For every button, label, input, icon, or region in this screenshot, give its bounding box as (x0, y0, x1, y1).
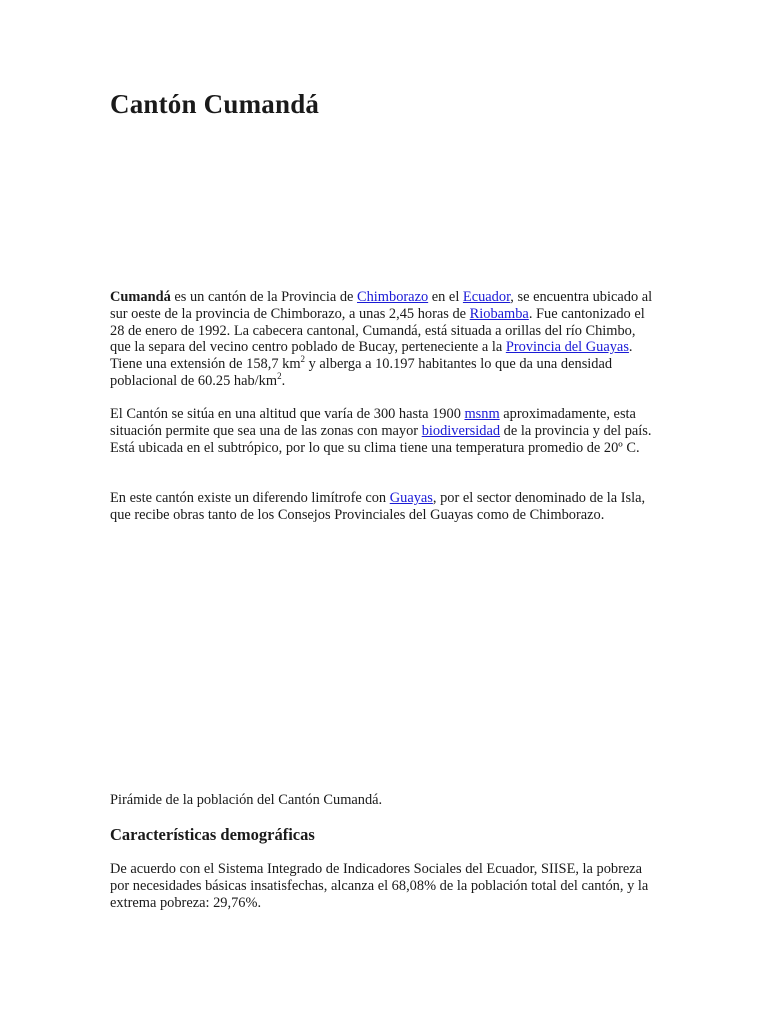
text-run: , por el sector denominado de la Isla, que recibe obras tanto de los Consejos Provinciales del Guayas como de Chimborazo. (110, 490, 646, 523)
altitude-paragraph (110, 406, 658, 456)
superscript: 2 (277, 370, 282, 381)
link-guayas[interactable]: Guayas (389, 490, 433, 506)
text-run: , se encuentra ubicado al sur oeste de la provincia de Chimborazo, a unas 2,45 horas de (110, 289, 653, 322)
boundary-paragraph (110, 490, 658, 524)
text-run: es un cantón de la Provincia de (170, 289, 358, 305)
page-title: Cantón Cumandá (110, 89, 320, 119)
text-run: . Fue cantonizado el 28 de enero de 1992. La cabecera cantonal, Cumandá, está situada a orillas del río Chimbo, que la separa del vecino centro poblado de Bucay, perteneciente a la (110, 305, 645, 356)
intro-paragraph (110, 289, 658, 390)
link-provincia-del-guayas[interactable]: Provincia del Guayas (505, 339, 629, 356)
figure-caption: Pirámide de la población del Cantón Cumandá. (110, 792, 383, 808)
superscript: 2 (300, 354, 306, 365)
demographics-paragraph: De acuerdo con el Sistema Integrado de Indicadores Sociales del Ecuador, SIISE, la pobreza por necesidades básicas insatisfechas, alcanza el 68,08% de la población total del cantón, y la extrema pobreza: 29,76%. (110, 861, 649, 911)
link-msnm[interactable]: msnm (464, 406, 500, 422)
text-run: El Cantón se sitúa en una altitud que varía de 300 hasta 1900 (110, 406, 465, 422)
link-chimborazo[interactable]: Chimborazo (357, 289, 429, 305)
text-run: aproximadamente, esta situación permite que sea una de las zonas con mayor (110, 406, 636, 439)
text-run: . (281, 372, 286, 389)
link-riobamba[interactable]: Riobamba (469, 305, 529, 322)
text-run: En este cantón existe un diferendo limítrofe con (110, 490, 390, 506)
link-biodiversidad[interactable]: biodiversidad (421, 422, 501, 439)
text-run: de la provincia y del país. Está ubicada en el subtrópico, por lo que su clima tiene una temperatura promedio de 20º C. (110, 422, 652, 456)
text-run: en el (428, 289, 463, 305)
section-heading: Características demográficas (110, 825, 315, 844)
text-run: y alberga a 10.197 habitantes lo que da una densidad poblacional de 60.25 hab/km (110, 356, 613, 389)
link-ecuador[interactable]: Ecuador (462, 289, 511, 305)
text-run: . Tiene una extensión de 158,7 km (110, 339, 633, 373)
bold-term: Cumandá (110, 289, 171, 305)
